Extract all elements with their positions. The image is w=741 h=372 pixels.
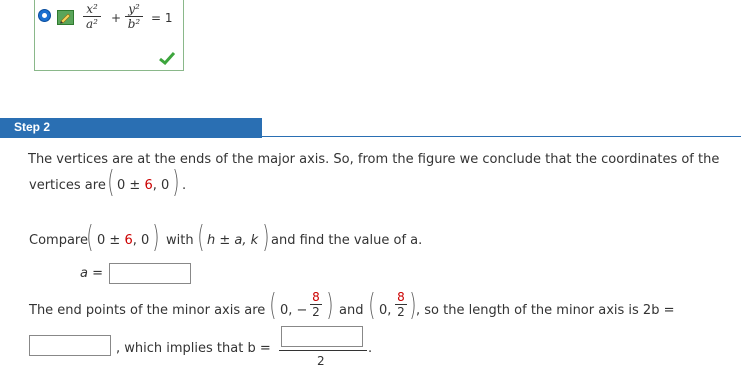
compare-label: Compare bbox=[29, 233, 88, 248]
minor-length-text: , so the length of the minor axis is 2b = bbox=[416, 303, 675, 318]
minor-den-1: 2 bbox=[312, 305, 320, 319]
minor-num-2: 8 bbox=[397, 290, 405, 304]
minor-num-1: 8 bbox=[312, 290, 320, 304]
minor-point1: 0, − bbox=[280, 303, 308, 318]
b-fraction bbox=[279, 326, 367, 372]
a-input[interactable] bbox=[109, 263, 191, 284]
minor-point2: 0, bbox=[379, 303, 392, 318]
vertices-text-line1: The vertices are at the ends of the major axis. So, from the figure we conclude that the coordinates of the bbox=[28, 152, 720, 167]
a-squared: a² bbox=[86, 17, 98, 31]
b-numerator-input[interactable] bbox=[281, 326, 363, 347]
pencil-icon[interactable] bbox=[57, 10, 74, 25]
compare-expr2: h ± a, k bbox=[207, 233, 259, 248]
plus-sign: + bbox=[111, 11, 122, 25]
minor-den-2: 2 bbox=[397, 305, 405, 319]
with-label: with bbox=[166, 233, 194, 248]
find-a-label: and find the value of a. bbox=[271, 233, 423, 248]
minor-axis-text: The end points of the minor axis are bbox=[29, 303, 266, 318]
step-header-bar bbox=[0, 118, 741, 138]
b-denominator: 2 bbox=[317, 354, 325, 368]
compare-expr1: 0 ± 6, 0 bbox=[97, 233, 150, 248]
vertices-text-line2: vertices are bbox=[29, 178, 106, 193]
implies-label: , which implies that b = bbox=[116, 341, 271, 356]
checkmark-icon bbox=[159, 52, 175, 65]
equals-one: = 1 bbox=[151, 11, 173, 25]
x-squared: x² bbox=[86, 2, 98, 16]
and-label: and bbox=[339, 303, 364, 318]
step-title: Step 2 bbox=[14, 120, 51, 134]
period: . bbox=[368, 341, 373, 356]
step1-card bbox=[34, 0, 184, 71]
vertex-coordinates: 0 ± 6, 0 bbox=[117, 178, 170, 193]
b-squared: b² bbox=[127, 17, 141, 31]
minor-length-input[interactable] bbox=[29, 335, 111, 356]
a-label: a = bbox=[80, 266, 103, 281]
radio-selected-icon[interactable] bbox=[38, 9, 51, 22]
y-squared: y² bbox=[128, 2, 140, 16]
